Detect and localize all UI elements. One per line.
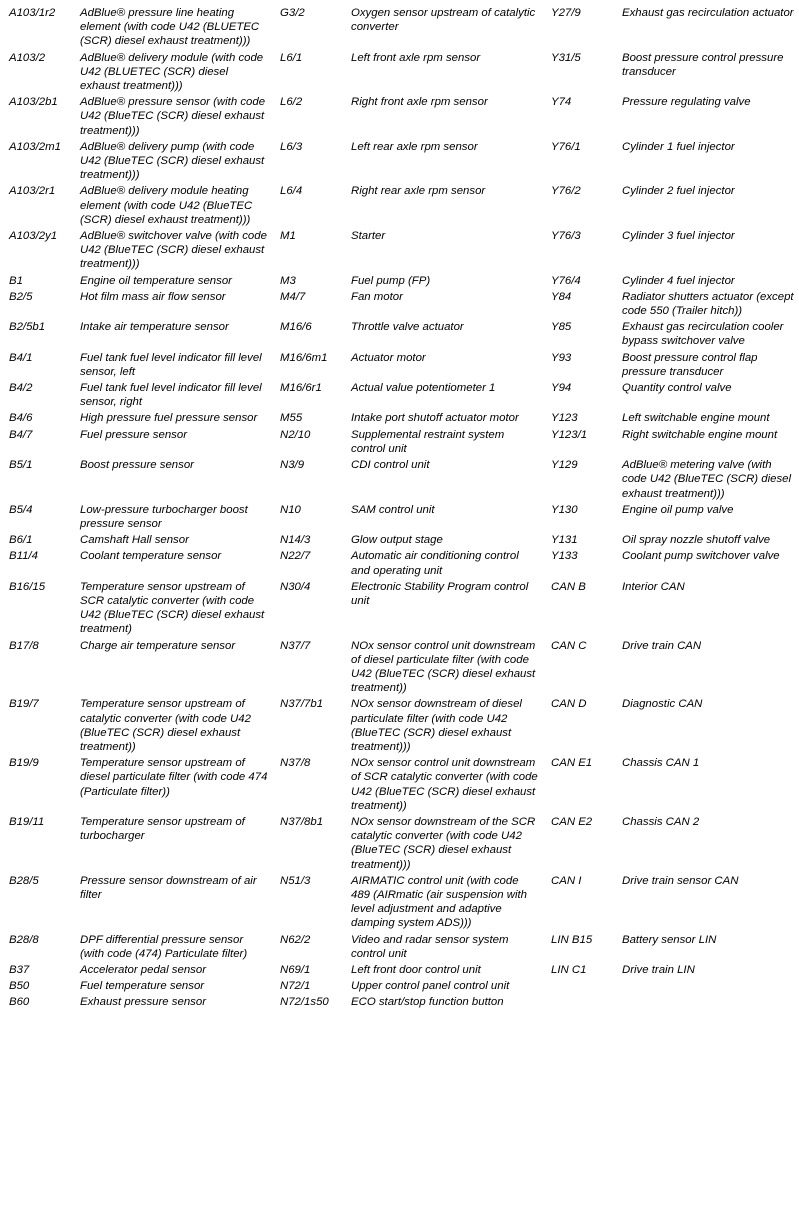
component-description: Quantity control valve bbox=[622, 382, 732, 395]
component-code: N30/4 bbox=[280, 580, 311, 593]
component-code: N51/3 bbox=[280, 874, 311, 887]
legend-row bbox=[0, 95, 799, 140]
component-code: B4/1 bbox=[9, 351, 33, 364]
component-description: CDI control unit bbox=[351, 459, 430, 472]
component-code: G3/2 bbox=[280, 7, 305, 19]
component-code: B19/7 bbox=[9, 698, 39, 711]
component-description: Upper control panel control unit bbox=[351, 980, 510, 993]
component-code: B19/9 bbox=[9, 757, 39, 770]
component-code: Y76/3 bbox=[551, 230, 581, 243]
component-code: N37/8b1 bbox=[280, 815, 324, 828]
component-description: Pressure sensor downstream of air filter bbox=[80, 874, 257, 901]
component-description: Accelerator pedal sensor bbox=[80, 964, 206, 976]
legend-row bbox=[0, 274, 799, 290]
component-description: Left front axle rpm sensor bbox=[351, 51, 481, 64]
component-description: Cylinder 3 fuel injector bbox=[622, 230, 735, 243]
component-code: A103/2m1 bbox=[9, 140, 61, 153]
component-description: Right rear axle rpm sensor bbox=[351, 185, 486, 198]
legend-row bbox=[0, 320, 799, 350]
legend-row bbox=[0, 756, 799, 815]
component-description: Fan motor bbox=[351, 290, 403, 303]
component-code: Y74 bbox=[551, 96, 572, 109]
component-code: B4/6 bbox=[9, 412, 33, 425]
component-description: Glow output stage bbox=[351, 534, 443, 547]
legend-row bbox=[0, 458, 799, 503]
component-code: CAN B bbox=[551, 580, 586, 593]
component-code: A103/2 bbox=[9, 51, 46, 64]
legend-row bbox=[0, 290, 799, 320]
component-description: NOx sensor downstream of the SCR catalytic converter (with code U42 (BlueTEC (SCR) diesel exhaust treatment))) bbox=[351, 815, 536, 871]
legend-row bbox=[0, 140, 799, 185]
component-code: L6/3 bbox=[280, 140, 303, 153]
component-description: Coolant pump switchover valve bbox=[622, 550, 780, 563]
component-description: Radiator shutters actuator (except code 550 (Trailer hitch)) bbox=[622, 290, 794, 318]
legend-row bbox=[0, 933, 799, 963]
component-code: M1 bbox=[280, 230, 296, 243]
component-description: Battery sensor LIN bbox=[622, 933, 717, 946]
component-description: ECO start/stop function button bbox=[351, 996, 504, 1009]
component-description: Throttle valve actuator bbox=[351, 321, 464, 334]
component-code: B11/4 bbox=[9, 550, 38, 563]
component-code: B19/11 bbox=[9, 815, 45, 828]
component-description: Cylinder 4 fuel injector bbox=[622, 274, 735, 287]
component-code: N3/9 bbox=[280, 459, 305, 472]
component-code: Y27/9 bbox=[551, 7, 581, 19]
component-description: Actuator motor bbox=[351, 351, 426, 364]
component-code: B5/1 bbox=[9, 459, 33, 472]
component-code: A103/2b1 bbox=[9, 96, 58, 109]
component-code: Y76/4 bbox=[551, 274, 581, 287]
component-code: A103/1r2 bbox=[9, 7, 56, 19]
legend-row bbox=[0, 351, 799, 381]
component-code: Y131 bbox=[551, 534, 578, 547]
component-description: Engine oil pump valve bbox=[622, 503, 734, 516]
component-description: Low-pressure turbocharger boost pressure sensor bbox=[80, 503, 248, 530]
legend-row bbox=[0, 229, 799, 274]
component-code: B28/8 bbox=[9, 933, 39, 946]
component-description: Coolant temperature sensor bbox=[80, 550, 222, 563]
component-description: Automatic air conditioning control and operating unit bbox=[351, 550, 519, 577]
legend-row bbox=[0, 428, 799, 458]
component-code: B4/7 bbox=[9, 428, 33, 441]
component-code: B28/5 bbox=[9, 874, 39, 887]
component-description: Diagnostic CAN bbox=[622, 698, 703, 711]
component-description: Cylinder 1 fuel injector bbox=[622, 140, 735, 153]
component-description: Chassis CAN 2 bbox=[622, 815, 700, 828]
component-code: CAN E1 bbox=[551, 757, 593, 770]
component-code: A103/2y1 bbox=[9, 230, 58, 243]
component-description: DPF differential pressure sensor (with code (474) Particulate filter) bbox=[80, 933, 248, 960]
component-code: B60 bbox=[9, 996, 30, 1009]
component-description: Drive train sensor CAN bbox=[622, 874, 739, 887]
component-description: Boost pressure control flap pressure transducer bbox=[622, 351, 758, 378]
component-code: L6/4 bbox=[280, 185, 303, 198]
component-description: Electronic Stability Program control unit bbox=[351, 580, 529, 607]
legend-row bbox=[0, 697, 799, 756]
component-code: N62/2 bbox=[280, 933, 311, 946]
component-code: CAN D bbox=[551, 698, 587, 711]
component-description: Exhaust gas recirculation actuator bbox=[622, 7, 794, 19]
component-code: M4/7 bbox=[280, 290, 306, 303]
component-description: Fuel pump (FP) bbox=[351, 274, 431, 287]
component-code: N10 bbox=[280, 503, 301, 516]
component-code: Y93 bbox=[551, 351, 572, 364]
component-code: Y84 bbox=[551, 290, 572, 303]
component-code: CAN I bbox=[551, 874, 582, 887]
component-description: Left switchable engine mount bbox=[622, 412, 770, 425]
component-code: N69/1 bbox=[280, 964, 311, 976]
component-code: N37/7 bbox=[280, 639, 311, 652]
component-code: L6/1 bbox=[280, 51, 303, 64]
component-description: Supplemental restraint system control unit bbox=[351, 428, 505, 455]
component-description: Right front axle rpm sensor bbox=[351, 96, 488, 109]
component-code: B1 bbox=[9, 274, 23, 287]
component-description: Camshaft Hall sensor bbox=[80, 534, 189, 547]
component-code: B16/15 bbox=[9, 580, 46, 593]
component-code: LIN C1 bbox=[551, 964, 587, 976]
component-legend-table bbox=[0, 6, 799, 1012]
component-code: Y31/5 bbox=[551, 51, 581, 64]
component-description: Fuel tank fuel level indicator fill level sensor, left bbox=[80, 351, 262, 378]
component-description: Charge air temperature sensor bbox=[80, 639, 236, 652]
component-code: M16/6 bbox=[280, 321, 312, 334]
component-code: B2/5b1 bbox=[9, 321, 46, 334]
component-code: B2/5 bbox=[9, 290, 33, 303]
component-description: AdBlue® switchover valve (with code U42 (BlueTEC (SCR) diesel exhaust treatment))) bbox=[80, 230, 267, 271]
legend-row bbox=[0, 815, 799, 874]
component-code: Y130 bbox=[551, 503, 578, 516]
component-description: Exhaust pressure sensor bbox=[80, 996, 206, 1009]
component-description: Video and radar sensor system control unit bbox=[351, 933, 509, 960]
component-description: Oil spray nozzle shutoff valve bbox=[622, 534, 771, 547]
legend-row bbox=[0, 6, 799, 51]
component-description: High pressure fuel pressure sensor bbox=[80, 412, 258, 425]
component-code: B50 bbox=[9, 980, 30, 993]
component-description: AdBlue® pressure line heating element (with code U42 (BLUETEC (SCR) diesel exhaust treatment))) bbox=[80, 7, 260, 48]
legend-row bbox=[0, 995, 799, 1011]
component-code: N2/10 bbox=[280, 428, 311, 441]
component-description: Cylinder 2 fuel injector bbox=[622, 185, 735, 198]
component-code: Y123 bbox=[551, 412, 578, 425]
component-code: Y94 bbox=[551, 382, 572, 395]
component-code: Y123/1 bbox=[551, 428, 588, 441]
component-description: Right switchable engine mount bbox=[622, 428, 778, 441]
component-description: Temperature sensor upstream of catalytic converter (with code U42 (BlueTEC (SCR) diesel exhaust treatment)) bbox=[80, 698, 251, 753]
legend-row bbox=[0, 184, 799, 229]
legend-row bbox=[0, 549, 799, 579]
component-description: Intake port shutoff actuator motor bbox=[351, 412, 519, 425]
component-description: AdBlue® delivery module heating element (with code U42 (BlueTEC (SCR) diesel exhaust treatment))) bbox=[80, 185, 253, 226]
component-description: Drive train CAN bbox=[622, 639, 702, 652]
legend-row bbox=[0, 874, 799, 933]
component-description bbox=[622, 995, 799, 1011]
legend-row bbox=[0, 381, 799, 411]
component-description: Starter bbox=[351, 230, 386, 243]
legend-row bbox=[0, 411, 799, 427]
component-description bbox=[622, 979, 799, 995]
legend-row bbox=[0, 533, 799, 549]
legend-row bbox=[0, 639, 799, 698]
component-description: Exhaust gas recirculation cooler bypass switchover valve bbox=[622, 321, 784, 348]
component-description: NOx sensor control unit downstream of diesel particulate filter (with code U42 (BlueTEC (SCR) diesel exhaust treatment)) bbox=[351, 639, 536, 695]
component-code: M3 bbox=[280, 274, 296, 287]
component-code bbox=[542, 979, 622, 995]
component-code: CAN C bbox=[551, 639, 587, 652]
component-description: Hot film mass air flow sensor bbox=[80, 290, 226, 303]
component-code: M55 bbox=[280, 412, 303, 425]
component-description: AdBlue® delivery pump (with code U42 (BlueTEC (SCR) diesel exhaust treatment))) bbox=[80, 140, 265, 182]
component-description: Fuel tank fuel level indicator fill level sensor, right bbox=[80, 382, 262, 409]
component-description: Pressure regulating valve bbox=[622, 96, 751, 109]
component-description: AdBlue® pressure sensor (with code U42 (BlueTEC (SCR) diesel exhaust treatment))) bbox=[80, 96, 266, 137]
legend-body bbox=[0, 6, 799, 1012]
component-code: N72/1s50 bbox=[280, 996, 329, 1009]
component-description: Temperature sensor upstream of diesel particulate filter (with code 474 (Particulate filter)) bbox=[80, 757, 268, 798]
component-code: A103/2r1 bbox=[9, 185, 56, 198]
component-code: B6/1 bbox=[9, 534, 33, 547]
component-code: B4/2 bbox=[9, 382, 33, 395]
component-description: Fuel temperature sensor bbox=[80, 980, 205, 993]
component-code: B5/4 bbox=[9, 503, 33, 516]
legend-row bbox=[0, 979, 799, 995]
component-description: NOx sensor downstream of diesel particulate filter (with code U42 (BlueTEC (SCR) diesel exhaust treatment))) bbox=[351, 698, 522, 753]
component-description: Boost pressure sensor bbox=[80, 459, 194, 472]
component-code: M16/6m1 bbox=[280, 351, 328, 364]
component-description: Drive train LIN bbox=[622, 964, 695, 976]
component-code: M16/6r1 bbox=[280, 382, 322, 395]
legend-row bbox=[0, 963, 799, 979]
component-description: Temperature sensor upstream of SCR catalytic converter (with code U42 (BlueTEC (SCR) diesel exhaust treatment) bbox=[80, 580, 265, 636]
component-description: Boost pressure control pressure transducer bbox=[622, 51, 784, 78]
component-code: N37/8 bbox=[280, 757, 311, 770]
component-description: Interior CAN bbox=[622, 580, 685, 593]
component-code: B37 bbox=[9, 964, 30, 976]
component-description: Intake air temperature sensor bbox=[80, 321, 229, 334]
component-code: L6/2 bbox=[280, 96, 303, 109]
component-code bbox=[542, 995, 622, 1011]
component-description: Actual value potentiometer 1 bbox=[351, 382, 496, 395]
component-description: SAM control unit bbox=[351, 503, 435, 516]
legend-row bbox=[0, 503, 799, 533]
component-description: AdBlue® delivery module (with code U42 (BLUETEC (SCR) diesel exhaust treatment))) bbox=[80, 51, 264, 93]
component-description: AIRMATIC control unit (with code 489 (AIRmatic (air suspension with level adjustment and adaptive damping system ADS))) bbox=[351, 874, 527, 930]
component-code: Y129 bbox=[551, 459, 578, 472]
component-code: CAN E2 bbox=[551, 815, 593, 828]
component-code: LIN B15 bbox=[551, 933, 593, 946]
component-code: N72/1 bbox=[280, 980, 311, 993]
component-code: N22/7 bbox=[280, 550, 311, 563]
component-code: N37/7b1 bbox=[280, 698, 324, 711]
component-code: Y76/2 bbox=[551, 185, 581, 198]
legend-row bbox=[0, 51, 799, 96]
component-description: Fuel pressure sensor bbox=[80, 428, 187, 441]
component-code: B17/8 bbox=[9, 639, 39, 652]
component-code: Y85 bbox=[551, 321, 572, 334]
component-description: Chassis CAN 1 bbox=[622, 757, 700, 770]
component-description: NOx sensor control unit downstream of SCR catalytic converter (with code U42 (BlueTEC (SCR) diesel exhaust treatment)) bbox=[351, 757, 538, 812]
component-code: Y133 bbox=[551, 550, 578, 563]
component-code: N14/3 bbox=[280, 534, 311, 547]
component-description: Left front door control unit bbox=[351, 964, 481, 976]
component-description: AdBlue® metering valve (with code U42 (BlueTEC (SCR) diesel exhaust treatment))) bbox=[622, 459, 792, 500]
component-description: Temperature sensor upstream of turbocharger bbox=[80, 815, 245, 843]
component-description: Left rear axle rpm sensor bbox=[351, 140, 478, 153]
component-description: Oxygen sensor upstream of catalytic converter bbox=[351, 7, 536, 34]
component-description: Engine oil temperature sensor bbox=[80, 274, 232, 287]
component-code: Y76/1 bbox=[551, 140, 581, 153]
legend-row bbox=[0, 580, 799, 639]
